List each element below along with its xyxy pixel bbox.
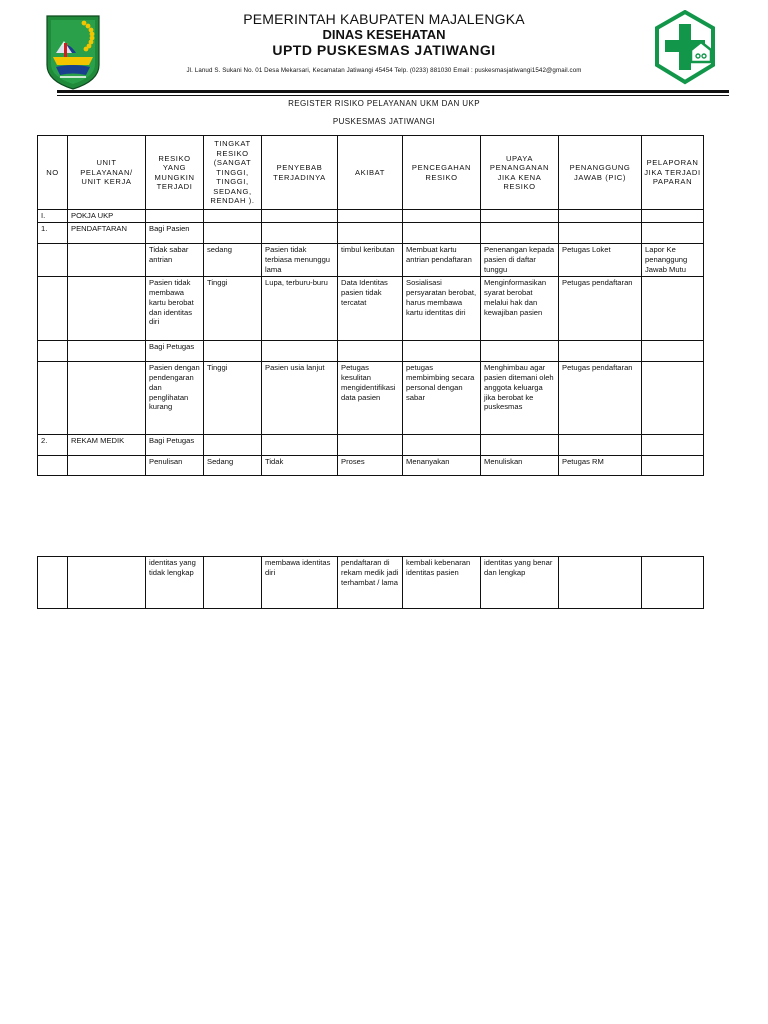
table-cell	[338, 223, 403, 244]
table-cell	[642, 435, 704, 456]
table-cell	[68, 362, 146, 435]
table-cell	[262, 341, 338, 362]
table-cell	[204, 210, 262, 223]
column-header: PENANGGUNG JAWAB (PIC)	[559, 136, 642, 210]
table-cell	[68, 244, 146, 277]
document-title: REGISTER RISIKO PELAYANAN UKM DAN UKP	[288, 99, 480, 108]
table-row	[38, 362, 704, 435]
table-cell: Bagi Petugas	[146, 435, 204, 456]
table-cell: Petugas pendaftaran	[559, 362, 642, 435]
table-cell	[642, 277, 704, 341]
table-cell: Tinggi	[204, 362, 262, 435]
table-cell: Pasien tidak terbiasa menunggu lama	[262, 244, 338, 277]
table-cell: Data Identitas pasien tidak tercatat	[338, 277, 403, 341]
table-row	[38, 210, 704, 223]
column-header: UNIT PELAYANAN/ UNIT KERJA	[68, 136, 146, 210]
document-subtitle: PUSKESMAS JATIWANGI	[332, 117, 436, 126]
table-cell	[481, 223, 559, 244]
table-cell: Pasien usia lanjut	[262, 362, 338, 435]
table-row	[38, 557, 704, 609]
table-cell	[403, 341, 481, 362]
address-line: Jl. Lanud S. Sukani No. 01 Desa Mekarsari, Kecamatan Jatiwangi 45454 Telp. (0233) 881030 Email : puskesmasjatiwangi1542@gmail.com	[186, 67, 582, 74]
table-cell	[262, 210, 338, 223]
table-cell	[403, 223, 481, 244]
table-cell	[481, 341, 559, 362]
table-cell: Tidak sabar antrian	[146, 244, 204, 277]
table-row	[38, 223, 704, 244]
table-cell: kembali kebenaran identitas pasien	[403, 557, 481, 609]
table-cell	[38, 456, 68, 476]
table-cell: Penulisan	[146, 456, 204, 476]
table-cell: POKJA UKP	[68, 210, 146, 223]
column-header: NO	[38, 136, 68, 210]
table-cell: sedang	[204, 244, 262, 277]
table-cell	[642, 223, 704, 244]
table-row	[38, 435, 704, 456]
table-row	[38, 341, 704, 362]
column-header: UPAYA PENANGANAN JIKA KENA RESIKO	[481, 136, 559, 210]
table-cell	[38, 277, 68, 341]
header-rule-thin	[57, 95, 729, 96]
table-cell	[338, 435, 403, 456]
table-cell	[642, 210, 704, 223]
table-cell	[68, 456, 146, 476]
table-cell: timbul keributan	[338, 244, 403, 277]
table-cell	[481, 435, 559, 456]
table-cell	[262, 435, 338, 456]
table-cell	[146, 210, 204, 223]
table-cell: Pasien tidak membawa kartu berobat dan identitas diri	[146, 277, 204, 341]
agency-name: DINAS KESEHATAN	[322, 27, 446, 42]
table-cell: Sedang	[204, 456, 262, 476]
table-cell: Bagi Pasien	[146, 223, 204, 244]
header-rule-thick	[57, 90, 729, 93]
table-cell	[642, 456, 704, 476]
table-cell: REKAM MEDIK	[68, 435, 146, 456]
table-cell: 2.	[38, 435, 68, 456]
table-cell	[262, 223, 338, 244]
column-header: PENYEBAB TERJADINYA	[262, 136, 338, 210]
table-cell	[559, 341, 642, 362]
table-cell: Pasien dengan pendengaran dan penglihatan kurang	[146, 362, 204, 435]
table-cell	[559, 223, 642, 244]
table-row	[38, 244, 704, 277]
table-cell: Menghimbau agar pasien ditemani oleh anggota keluarga jika berobat ke puskesmas	[481, 362, 559, 435]
table-cell: Menuliskan	[481, 456, 559, 476]
table-cell	[38, 362, 68, 435]
table-cell	[338, 341, 403, 362]
table-header-row	[38, 136, 704, 210]
table-cell: Membuat kartu antrian pendaftaran	[403, 244, 481, 277]
column-header: RESIKO YANG MUNGKIN TERJADI	[146, 136, 204, 210]
table-cell	[68, 557, 146, 609]
table-cell: Petugas pendaftaran	[559, 277, 642, 341]
table-cell	[38, 557, 68, 609]
table-cell: Tidak	[262, 456, 338, 476]
table-cell: Petugas Loket	[559, 244, 642, 277]
table-cell: petugas membimbing secara personal dengan sabar	[403, 362, 481, 435]
table-cell	[559, 435, 642, 456]
table-cell	[642, 557, 704, 609]
table-cell	[481, 210, 559, 223]
unit-name: UPTD PUSKESMAS JATIWANGI	[272, 42, 496, 58]
table-cell	[642, 341, 704, 362]
column-header: AKIBAT	[338, 136, 403, 210]
column-header: TINGKAT RESIKO (SANGAT TINGGI, TINGGI, SEDANG, RENDAH ).	[204, 136, 262, 210]
table-cell	[338, 210, 403, 223]
table-cell: Sosialisasi persyaratan berobat, harus membawa kartu identitas diri	[403, 277, 481, 341]
table-cell: Bagi Petugas	[146, 341, 204, 362]
table-cell	[642, 362, 704, 435]
table-cell	[38, 341, 68, 362]
table-cell	[559, 210, 642, 223]
column-header: PELAPORAN JIKA TERJADI PAPARAN	[642, 136, 704, 210]
table-cell: Proses	[338, 456, 403, 476]
risk-register-table	[37, 135, 704, 476]
table-cell: membawa identitas diri	[262, 557, 338, 609]
table-cell: Penenangan kepada pasien di daftar tunggu	[481, 244, 559, 277]
table-cell: 1.	[38, 223, 68, 244]
table-cell: Lapor Ke penanggung Jawab Mutu	[642, 244, 704, 277]
table-cell: identitas yang benar dan lengkap	[481, 557, 559, 609]
table-cell: Menginformasikan syarat berobat melalui hak dan kewajiban pasien	[481, 277, 559, 341]
table-cell: pendaftaran di rekam medik jadi terhambat / lama	[338, 557, 403, 609]
column-header: PENCEGAHAN RESIKO	[403, 136, 481, 210]
table-cell	[68, 277, 146, 341]
table-cell: identitas yang tidak lengkap	[146, 557, 204, 609]
table-cell: I.	[38, 210, 68, 223]
table-cell: PENDAFTARAN	[68, 223, 146, 244]
table-cell: Petugas kesulitan mengidentifikasi data pasien	[338, 362, 403, 435]
table-cell	[204, 557, 262, 609]
table-cell	[68, 341, 146, 362]
table-row	[38, 456, 704, 476]
table-cell	[204, 435, 262, 456]
table-row	[38, 277, 704, 341]
table-cell	[559, 557, 642, 609]
table-cell	[204, 341, 262, 362]
table-cell	[38, 244, 68, 277]
table-cell: Menanyakan	[403, 456, 481, 476]
table-cell	[403, 210, 481, 223]
table-cell: Petugas RM	[559, 456, 642, 476]
table-cell	[204, 223, 262, 244]
risk-register-table-continuation	[37, 556, 704, 609]
table-cell: Tinggi	[204, 277, 262, 341]
government-name: PEMERINTAH KABUPATEN MAJALENGKA	[243, 11, 525, 27]
table-cell: Lupa, terburu-buru	[262, 277, 338, 341]
table-cell	[403, 435, 481, 456]
